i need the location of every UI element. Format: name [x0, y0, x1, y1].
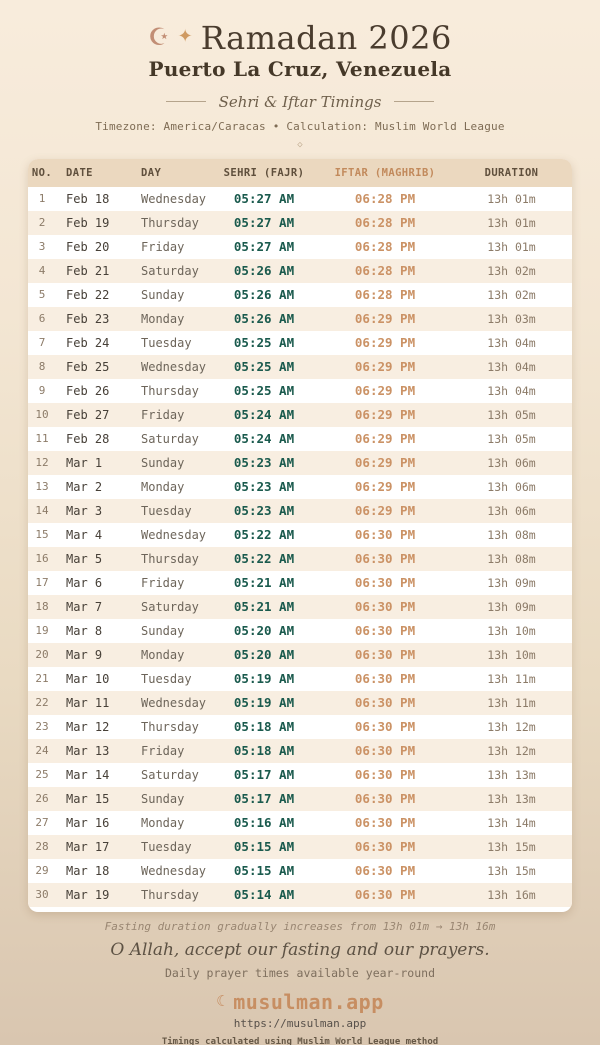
- iftar-time-cell: 06:28 PM: [354, 263, 416, 279]
- sehri-time-cell: 05:18 AM: [233, 743, 295, 759]
- row-number-cell: 11: [35, 432, 49, 446]
- duration-cell: 13h 06m: [487, 455, 536, 470]
- divider-line-right: [394, 101, 434, 102]
- row-number-cell: 7: [38, 336, 46, 350]
- date-cell: Mar 14: [66, 767, 110, 782]
- sehri-time-cell: 05:20 AM: [233, 647, 295, 663]
- table-row: [28, 187, 572, 211]
- table-row: [28, 475, 572, 499]
- date-cell: Mar 2: [66, 479, 103, 494]
- duration-cell: 13h 04m: [487, 359, 536, 374]
- table-row: [28, 595, 572, 619]
- date-cell: Feb 25: [66, 359, 110, 374]
- duration-cell: 13h 11m: [487, 695, 536, 710]
- sehri-time-cell: 05:26 AM: [233, 287, 295, 303]
- brand-row: [0, 990, 600, 1014]
- row-number-cell: 15: [35, 528, 49, 542]
- row-number-cell: 1: [38, 192, 46, 206]
- iftar-time-cell: 06:30 PM: [354, 599, 416, 615]
- day-cell: Tuesday: [141, 671, 192, 686]
- day-cell: Wednesday: [141, 191, 207, 206]
- duration-cell: 13h 09m: [487, 599, 536, 614]
- page-header: [0, 0, 600, 150]
- title-row: [0, 19, 600, 57]
- iftar-time-cell: 06:29 PM: [354, 311, 416, 327]
- date-cell: Mar 16: [66, 815, 110, 830]
- row-number-cell: 12: [35, 456, 49, 470]
- row-number-cell: 16: [35, 552, 49, 566]
- duration-cell: 13h 03m: [487, 311, 536, 326]
- duration-cell: 13h 04m: [487, 383, 536, 398]
- table-row: [28, 235, 572, 259]
- iftar-time-cell: 06:30 PM: [354, 575, 416, 591]
- row-number-cell: 30: [35, 888, 49, 902]
- duration-cell: 13h 15m: [487, 863, 536, 878]
- day-cell: Tuesday: [141, 839, 192, 854]
- table-row: [28, 547, 572, 571]
- iftar-time-cell: 06:29 PM: [354, 407, 416, 423]
- date-cell: Mar 18: [66, 863, 110, 878]
- timings-table-card: [28, 159, 572, 912]
- subtitle-row: [0, 93, 600, 111]
- sehri-time-cell: 05:14 AM: [233, 887, 295, 903]
- row-number-cell: 27: [35, 816, 49, 830]
- day-cell: Wednesday: [141, 695, 207, 710]
- day-cell: Friday: [141, 575, 185, 590]
- sehri-time-cell: 05:26 AM: [233, 263, 295, 279]
- duration-cell: 13h 13m: [487, 767, 536, 782]
- iftar-time-cell: 06:29 PM: [354, 455, 416, 471]
- iftar-time-cell: 06:29 PM: [354, 359, 416, 375]
- sehri-time-cell: 05:27 AM: [233, 239, 295, 255]
- duration-cell: 13h 09m: [487, 575, 536, 590]
- iftar-time-cell: 06:30 PM: [354, 839, 416, 855]
- day-cell: Monday: [141, 647, 185, 662]
- duration-cell: 13h 01m: [487, 239, 536, 254]
- day-cell: Thursday: [141, 383, 199, 398]
- duration-cell: 13h 02m: [487, 287, 536, 302]
- date-cell: Mar 9: [66, 647, 103, 662]
- sehri-time-cell: 05:21 AM: [233, 575, 295, 591]
- day-cell: Wednesday: [141, 359, 207, 374]
- day-cell: Monday: [141, 311, 185, 326]
- table-header-row: [28, 159, 572, 187]
- row-number-cell: 3: [38, 240, 46, 254]
- iftar-time-cell: 06:28 PM: [354, 287, 416, 303]
- table-row: [28, 883, 572, 907]
- table-row: [28, 355, 572, 379]
- day-cell: Wednesday: [141, 527, 207, 542]
- duration-cell: 13h 15m: [487, 839, 536, 854]
- row-number-cell: 24: [35, 744, 49, 758]
- duration-cell: 13h 01m: [487, 191, 536, 206]
- row-number-cell: 26: [35, 792, 49, 806]
- iftar-time-cell: 06:29 PM: [354, 431, 416, 447]
- table-row: [28, 259, 572, 283]
- table-row: [28, 283, 572, 307]
- day-cell: Thursday: [141, 215, 199, 230]
- sehri-time-cell: 05:19 AM: [233, 695, 295, 711]
- sparkle-icon: ✦: [177, 25, 193, 47]
- iftar-time-cell: 06:30 PM: [354, 887, 416, 903]
- date-cell: Feb 23: [66, 311, 110, 326]
- table-row: [28, 427, 572, 451]
- day-cell: Friday: [141, 407, 185, 422]
- table-row: [28, 787, 572, 811]
- day-cell: Saturday: [141, 431, 199, 446]
- sehri-time-cell: 05:24 AM: [233, 431, 295, 447]
- day-cell: Wednesday: [141, 863, 207, 878]
- sehri-time-cell: 05:17 AM: [233, 791, 295, 807]
- date-cell: Feb 19: [66, 215, 110, 230]
- iftar-time-cell: 06:30 PM: [354, 767, 416, 783]
- row-number-cell: 28: [35, 840, 49, 854]
- column-header-iftar: IFTAR (MAGHRIB): [319, 159, 451, 187]
- sehri-time-cell: 05:16 AM: [233, 815, 295, 831]
- iftar-time-cell: 06:30 PM: [354, 551, 416, 567]
- timezone-calculation-meta: Timezone: America/Caracas • Calculation: Muslim World League: [95, 119, 505, 133]
- table-row: [28, 331, 572, 355]
- table-row: [28, 451, 572, 475]
- day-cell: Sunday: [141, 455, 185, 470]
- sehri-time-cell: 05:21 AM: [233, 599, 295, 615]
- date-cell: Feb 27: [66, 407, 110, 422]
- row-number-cell: 20: [35, 648, 49, 662]
- date-cell: Mar 15: [66, 791, 110, 806]
- row-number-cell: 19: [35, 624, 49, 638]
- date-cell: Feb 18: [66, 191, 110, 206]
- sehri-time-cell: 05:23 AM: [233, 479, 295, 495]
- date-cell: Feb 21: [66, 263, 110, 278]
- sehri-time-cell: 05:22 AM: [233, 551, 295, 567]
- iftar-time-cell: 06:29 PM: [354, 479, 416, 495]
- duration-cell: 13h 02m: [487, 263, 536, 278]
- table-row: [28, 403, 572, 427]
- location-title: Puerto La Cruz, Venezuela: [148, 56, 452, 81]
- table-row: [28, 499, 572, 523]
- day-cell: Thursday: [141, 551, 199, 566]
- table-row: [28, 715, 572, 739]
- duration-cell: 13h 04m: [487, 335, 536, 350]
- duration-cell: 13h 08m: [487, 527, 536, 542]
- table-row: [28, 667, 572, 691]
- dua-text: O Allah, accept our fasting and our prayers.: [110, 939, 490, 960]
- sehri-time-cell: 05:15 AM: [233, 839, 295, 855]
- iftar-time-cell: 06:30 PM: [354, 671, 416, 687]
- day-cell: Thursday: [141, 719, 199, 734]
- duration-cell: 13h 11m: [487, 671, 536, 686]
- iftar-time-cell: 06:30 PM: [354, 527, 416, 543]
- duration-cell: 13h 05m: [487, 407, 536, 422]
- date-cell: Feb 28: [66, 431, 110, 446]
- brand-url-link[interactable]: https://musulman.app: [233, 1016, 367, 1030]
- duration-cell: 13h 06m: [487, 479, 536, 494]
- table-row: [28, 763, 572, 787]
- row-number-cell: 22: [35, 696, 49, 710]
- duration-cell: 13h 16m: [487, 887, 536, 902]
- row-number-cell: 18: [35, 600, 49, 614]
- day-cell: Sunday: [141, 791, 185, 806]
- iftar-time-cell: 06:29 PM: [354, 335, 416, 351]
- table-row: [28, 571, 572, 595]
- sehri-time-cell: 05:15 AM: [233, 863, 295, 879]
- duration-cell: 13h 06m: [487, 503, 536, 518]
- duration-cell: 13h 08m: [487, 551, 536, 566]
- timings-table: [28, 159, 572, 907]
- date-cell: Mar 3: [66, 503, 103, 518]
- iftar-time-cell: 06:30 PM: [354, 743, 416, 759]
- iftar-time-cell: 06:30 PM: [354, 791, 416, 807]
- column-header-sehri: SEHRI (FAJR): [209, 159, 319, 187]
- iftar-time-cell: 06:30 PM: [354, 695, 416, 711]
- sehri-time-cell: 05:26 AM: [233, 311, 295, 327]
- date-cell: Mar 10: [66, 671, 110, 686]
- sehri-time-cell: 05:23 AM: [233, 455, 295, 471]
- row-number-cell: 5: [38, 288, 46, 302]
- table-row: [28, 691, 572, 715]
- date-cell: Mar 13: [66, 743, 110, 758]
- date-cell: Mar 4: [66, 527, 103, 542]
- sehri-time-cell: 05:25 AM: [233, 359, 295, 375]
- duration-cell: 13h 12m: [487, 743, 536, 758]
- brand-link[interactable]: musulman.app: [233, 989, 384, 1014]
- day-cell: Tuesday: [141, 335, 192, 350]
- date-cell: Mar 1: [66, 455, 103, 470]
- row-number-cell: 17: [35, 576, 49, 590]
- sehri-time-cell: 05:17 AM: [233, 767, 295, 783]
- day-cell: Friday: [141, 239, 185, 254]
- table-row: [28, 811, 572, 835]
- subtitle: Sehri & Iftar Timings: [218, 92, 382, 111]
- iftar-time-cell: 06:30 PM: [354, 815, 416, 831]
- column-header-duration: DURATION: [451, 159, 572, 187]
- date-cell: Mar 6: [66, 575, 103, 590]
- row-number-cell: 25: [35, 768, 49, 782]
- duration-cell: 13h 12m: [487, 719, 536, 734]
- iftar-time-cell: 06:30 PM: [354, 863, 416, 879]
- duration-cell: 13h 14m: [487, 815, 536, 830]
- table-row: [28, 307, 572, 331]
- column-header-date: DATE: [56, 159, 134, 187]
- iftar-time-cell: 06:30 PM: [354, 623, 416, 639]
- row-number-cell: 29: [35, 864, 49, 878]
- row-number-cell: 23: [35, 720, 49, 734]
- iftar-time-cell: 06:28 PM: [354, 191, 416, 207]
- day-cell: Thursday: [141, 887, 199, 902]
- date-cell: Feb 22: [66, 287, 110, 302]
- fasting-duration-note: Fasting duration gradually increases from 13h 01m → 13h 16m: [104, 919, 496, 933]
- day-cell: Saturday: [141, 599, 199, 614]
- date-cell: Mar 19: [66, 887, 110, 902]
- page-title: Ramadan 2026: [200, 19, 452, 57]
- date-cell: Mar 11: [66, 695, 110, 710]
- duration-cell: 13h 01m: [487, 215, 536, 230]
- duration-cell: 13h 05m: [487, 431, 536, 446]
- table-row: [28, 859, 572, 883]
- availability-note: Daily prayer times available year-round: [164, 965, 436, 980]
- row-number-cell: 8: [38, 360, 46, 374]
- day-cell: Sunday: [141, 287, 185, 302]
- iftar-time-cell: 06:29 PM: [354, 503, 416, 519]
- iftar-time-cell: 06:28 PM: [354, 215, 416, 231]
- table-row: [28, 523, 572, 547]
- row-number-cell: 13: [35, 480, 49, 494]
- day-cell: Saturday: [141, 263, 199, 278]
- iftar-time-cell: 06:30 PM: [354, 719, 416, 735]
- table-row: [28, 835, 572, 859]
- row-number-cell: 4: [38, 264, 46, 278]
- day-cell: Saturday: [141, 767, 199, 782]
- row-number-cell: 9: [38, 384, 46, 398]
- duration-cell: 13h 10m: [487, 623, 536, 638]
- diamond-icon: ◇: [297, 139, 303, 150]
- sehri-time-cell: 05:22 AM: [233, 527, 295, 543]
- table-row: [28, 379, 572, 403]
- column-header-no: NO.: [28, 159, 56, 187]
- row-number-cell: 10: [35, 408, 49, 422]
- row-number-cell: 14: [35, 504, 49, 518]
- date-cell: Mar 12: [66, 719, 110, 734]
- day-cell: Monday: [141, 479, 185, 494]
- column-header-day: DAY: [134, 159, 209, 187]
- date-cell: Mar 7: [66, 599, 103, 614]
- calculation-method-note: Timings calculated using Muslim World League method: [161, 1036, 439, 1045]
- table-row: [28, 643, 572, 667]
- row-number-cell: 6: [38, 312, 46, 326]
- date-cell: Mar 8: [66, 623, 103, 638]
- duration-cell: 13h 10m: [487, 647, 536, 662]
- sehri-time-cell: 05:18 AM: [233, 719, 295, 735]
- day-cell: Monday: [141, 815, 185, 830]
- crescent-moon-icon: ☪: [148, 22, 170, 51]
- day-cell: Tuesday: [141, 503, 192, 518]
- duration-cell: 13h 13m: [487, 791, 536, 806]
- page-footer: [0, 920, 600, 1045]
- iftar-time-cell: 06:28 PM: [354, 239, 416, 255]
- date-cell: Mar 5: [66, 551, 103, 566]
- date-cell: Feb 24: [66, 335, 110, 350]
- sehri-time-cell: 05:27 AM: [233, 215, 295, 231]
- iftar-time-cell: 06:30 PM: [354, 647, 416, 663]
- table-row: [28, 619, 572, 643]
- table-row: [28, 211, 572, 235]
- table-body: [28, 187, 572, 907]
- iftar-time-cell: 06:29 PM: [354, 383, 416, 399]
- sehri-time-cell: 05:25 AM: [233, 383, 295, 399]
- table-row: [28, 739, 572, 763]
- sehri-time-cell: 05:19 AM: [233, 671, 295, 687]
- sehri-time-cell: 05:24 AM: [233, 407, 295, 423]
- date-cell: Feb 20: [66, 239, 110, 254]
- row-number-cell: 2: [38, 216, 46, 230]
- sehri-time-cell: 05:25 AM: [233, 335, 295, 351]
- divider-line-left: [166, 101, 206, 102]
- day-cell: Sunday: [141, 623, 185, 638]
- brand-crescent-icon: ☾: [216, 992, 226, 1011]
- sehri-time-cell: 05:20 AM: [233, 623, 295, 639]
- date-cell: Mar 17: [66, 839, 110, 854]
- date-cell: Feb 26: [66, 383, 110, 398]
- day-cell: Friday: [141, 743, 185, 758]
- row-number-cell: 21: [35, 672, 49, 686]
- sehri-time-cell: 05:27 AM: [233, 191, 295, 207]
- sehri-time-cell: 05:23 AM: [233, 503, 295, 519]
